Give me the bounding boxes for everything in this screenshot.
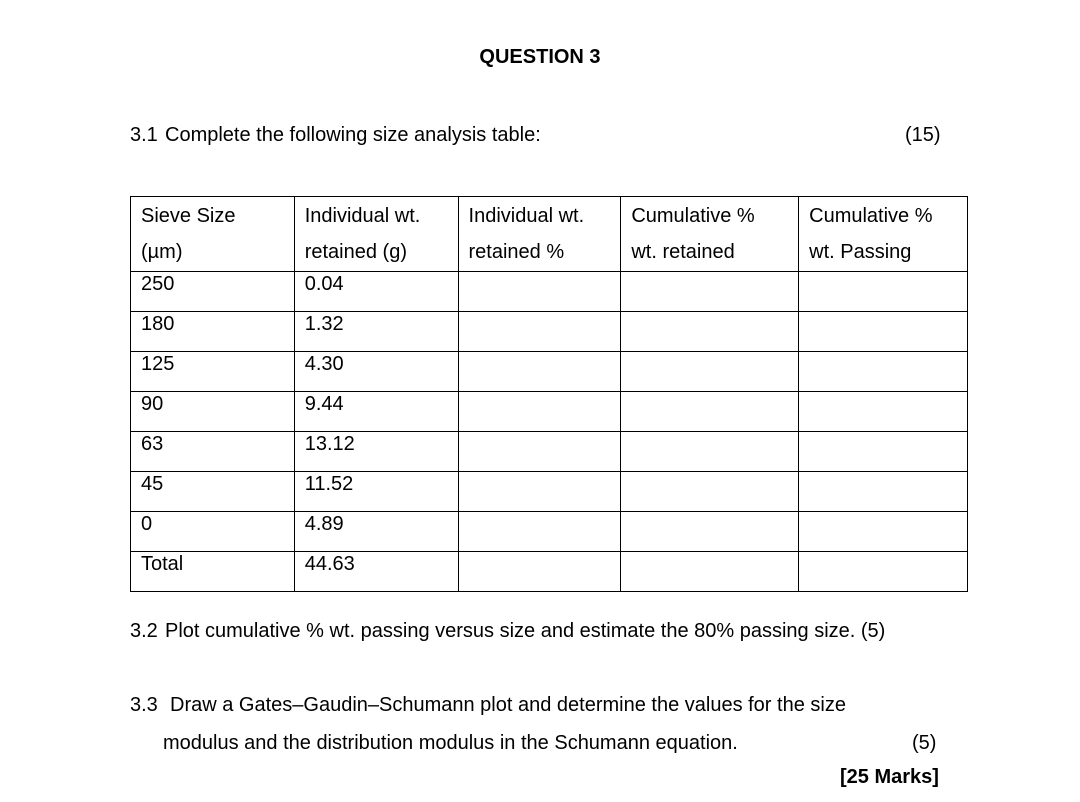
table-cell: 250 <box>131 272 295 312</box>
table-cell[interactable] <box>458 312 621 352</box>
table-cell: 90 <box>131 392 295 432</box>
table-cell: 0 <box>131 512 295 552</box>
table-cell[interactable] <box>621 512 799 552</box>
table-row <box>131 512 968 552</box>
table-cell[interactable] <box>799 312 968 352</box>
table-cell: 9.44 <box>294 392 458 432</box>
total-marks: [25 Marks] <box>840 766 939 788</box>
table-cell[interactable] <box>458 472 621 512</box>
table-cell[interactable] <box>621 392 799 432</box>
header-line: Individual wt. <box>468 205 585 227</box>
table-header-row <box>131 197 968 272</box>
header-line: retained (g) <box>304 241 407 263</box>
table-cell: 44.63 <box>294 552 458 592</box>
size-analysis-table <box>130 196 968 592</box>
table-cell: Total <box>131 552 295 592</box>
table-cell[interactable] <box>458 512 621 552</box>
q33-text-line1: Draw a Gates–Gaudin–Schumann plot and determine the values for the size <box>170 694 846 716</box>
table-cell[interactable] <box>621 352 799 392</box>
header-cumulative-passing <box>799 197 968 272</box>
table-cell[interactable] <box>799 512 968 552</box>
table-cell[interactable] <box>799 272 968 312</box>
header-line: wt. Passing <box>809 241 912 263</box>
q31-text: Complete the following size analysis table: <box>165 124 541 146</box>
question-title: QUESTION 3 <box>479 46 601 68</box>
header-line: retained % <box>468 241 565 263</box>
table-cell: 1.32 <box>294 312 458 352</box>
table-row <box>131 472 968 512</box>
table-cell: 125 <box>131 352 295 392</box>
q33-marks: (5) <box>912 732 937 754</box>
q32-number: 3.2 <box>130 620 158 642</box>
header-line: wt. retained <box>631 241 735 263</box>
header-line: Sieve Size <box>141 205 236 227</box>
table-row <box>131 432 968 472</box>
table-cell[interactable] <box>621 472 799 512</box>
table-row <box>131 312 968 352</box>
q31-number: 3.1 <box>130 124 158 146</box>
header-individual-wt-g <box>294 197 458 272</box>
table-cell: 4.89 <box>294 512 458 552</box>
table-cell: 13.12 <box>294 432 458 472</box>
table-cell[interactable] <box>799 472 968 512</box>
table-cell[interactable] <box>458 392 621 432</box>
table-cell[interactable] <box>458 552 621 592</box>
header-individual-wt-percent <box>458 197 621 272</box>
q33-text-line2: modulus and the distribution modulus in the Schumann equation. <box>163 732 738 754</box>
q32-text: Plot cumulative % wt. passing versus size and estimate the 80% passing size. (5) <box>165 620 886 642</box>
header-line: (µm) <box>141 241 183 263</box>
table-cell: 180 <box>131 312 295 352</box>
table-cell[interactable] <box>458 432 621 472</box>
table-row <box>131 392 968 432</box>
table-cell[interactable] <box>799 352 968 392</box>
table-cell: 11.52 <box>294 472 458 512</box>
table-cell[interactable] <box>621 312 799 352</box>
table-cell[interactable] <box>621 432 799 472</box>
table-cell: 4.30 <box>294 352 458 392</box>
header-line: Individual wt. <box>304 205 421 227</box>
table-cell[interactable] <box>458 272 621 312</box>
header-line: Cumulative % <box>809 205 933 227</box>
table-cell[interactable] <box>621 272 799 312</box>
table-cell: 63 <box>131 432 295 472</box>
table-cell: 45 <box>131 472 295 512</box>
header-line: Cumulative % <box>631 205 755 227</box>
q33-number: 3.3 <box>130 694 158 716</box>
table-cell[interactable] <box>799 432 968 472</box>
table-cell[interactable] <box>799 552 968 592</box>
header-cumulative-retained <box>621 197 799 272</box>
table-cell[interactable] <box>458 352 621 392</box>
header-sieve-size <box>131 197 295 272</box>
table-row-total <box>131 552 968 592</box>
q31-marks: (15) <box>905 124 941 146</box>
table-row <box>131 272 968 312</box>
table-cell: 0.04 <box>294 272 458 312</box>
table-cell[interactable] <box>621 552 799 592</box>
table-row <box>131 352 968 392</box>
table-cell[interactable] <box>799 392 968 432</box>
